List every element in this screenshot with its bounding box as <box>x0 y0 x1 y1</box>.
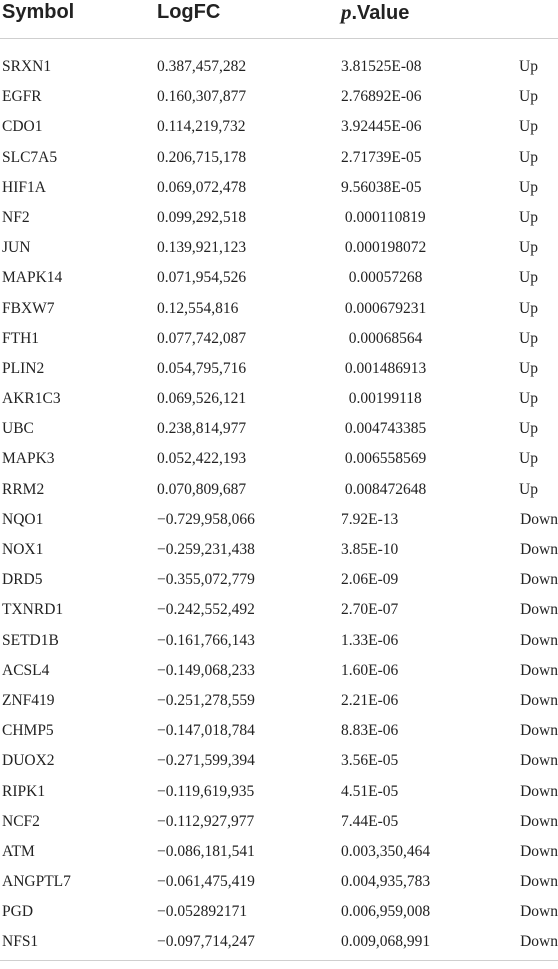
cell-direction: Up <box>519 420 538 438</box>
table-row <box>0 414 558 444</box>
cell-pvalue: 2.70E-07 <box>341 601 399 619</box>
cell-direction: Down <box>520 782 558 800</box>
header-pvalue <box>341 0 409 25</box>
cell-logfc: −0.729,958,066 <box>157 510 255 528</box>
cell-symbol: TXNRD1 <box>2 601 64 619</box>
cell-symbol: NOX1 <box>2 541 44 558</box>
table-row <box>0 505 558 535</box>
cell-logfc: −0.112,927,977 <box>157 812 255 830</box>
cell-logfc: 0.099,292,518 <box>157 208 247 226</box>
cell-symbol: AKR1C3 <box>2 390 61 408</box>
table-row <box>0 294 558 324</box>
cell-logfc: 0.070,809,687 <box>157 480 247 498</box>
cell-logfc: −0.149,068,233 <box>157 661 255 679</box>
cell-direction: Up <box>519 269 538 287</box>
cell-pvalue: 7.44E-05 <box>341 812 399 830</box>
cell-logfc: 0.071,954,526 <box>157 269 247 287</box>
cell-symbol: NF2 <box>2 208 30 226</box>
cell-symbol: FBXW7 <box>2 299 55 317</box>
cell-logfc: 0.114,219,732 <box>157 118 246 136</box>
cell-pvalue: 0.00057268 <box>341 269 423 287</box>
table-row <box>0 535 558 565</box>
cell-direction: Up <box>519 239 538 257</box>
table-row <box>0 837 558 867</box>
cell-symbol: NQO1 <box>2 510 44 528</box>
cell-logfc: 0.077,742,087 <box>157 329 247 347</box>
cell-logfc: −0.097,714,247 <box>157 933 255 951</box>
cell-logfc: −0.061,475,419 <box>157 873 255 891</box>
table-row <box>0 52 558 82</box>
cell-direction: Down <box>520 661 558 679</box>
cell-symbol: RRM2 <box>2 480 45 498</box>
cell-direction: Up <box>519 178 538 196</box>
cell-logfc: −0.259,231,438 <box>157 541 255 558</box>
cell-pvalue: 0.009,068,991 <box>341 933 431 951</box>
cell-direction: Down <box>520 873 558 891</box>
cell-direction: Up <box>519 299 538 317</box>
bottom-rule <box>0 960 558 961</box>
table-row <box>0 263 558 293</box>
cell-symbol: MAPK14 <box>2 269 63 287</box>
table-row <box>0 143 558 173</box>
cell-logfc: −0.271,599,394 <box>157 752 255 770</box>
cell-logfc: −0.355,072,779 <box>157 571 255 589</box>
header-pvalue-rest: .Value <box>351 2 410 24</box>
cell-symbol: CHMP5 <box>2 722 54 740</box>
cell-pvalue: 1.60E-06 <box>341 661 399 679</box>
cell-pvalue: 0.006558569 <box>341 450 427 468</box>
table-row <box>0 82 558 112</box>
cell-direction: Up <box>519 390 538 408</box>
table-row <box>0 897 558 927</box>
cell-direction: Down <box>520 752 558 770</box>
cell-pvalue: 2.71739E-05 <box>341 148 422 166</box>
cell-logfc: 0.069,526,121 <box>157 390 247 408</box>
cell-logfc: 0.12,554,816 <box>157 299 239 317</box>
cell-logfc: −0.251,278,559 <box>157 691 255 709</box>
table-header <box>0 0 558 39</box>
header-logfc: LogFC <box>157 1 221 23</box>
cell-symbol: DUOX2 <box>2 752 55 770</box>
cell-pvalue: 0.00199118 <box>341 390 422 408</box>
cell-pvalue: 0.004,935,783 <box>341 873 431 891</box>
table-row <box>0 927 558 957</box>
table-row <box>0 686 558 716</box>
cell-symbol: NFS1 <box>2 933 39 951</box>
cell-logfc: 0.238,814,977 <box>157 420 247 438</box>
cell-logfc: 0.160,307,877 <box>157 88 247 106</box>
cell-logfc: 0.206,715,178 <box>157 148 247 166</box>
cell-direction: Up <box>519 88 538 106</box>
cell-symbol: ACSL4 <box>2 661 50 679</box>
cell-direction: Up <box>519 208 538 226</box>
table-row <box>0 475 558 505</box>
table-row <box>0 595 558 625</box>
cell-direction: Down <box>520 933 558 951</box>
cell-direction: Up <box>519 480 538 498</box>
cell-logfc: 0.054,795,716 <box>157 359 247 377</box>
cell-symbol: HIF1A <box>2 178 46 196</box>
cell-symbol: RIPK1 <box>2 782 46 800</box>
cell-direction: Up <box>519 450 538 468</box>
cell-direction: Down <box>520 903 558 921</box>
table-row <box>0 656 558 686</box>
cell-logfc: 0.069,072,478 <box>157 178 247 196</box>
cell-symbol: ZNF419 <box>2 691 55 709</box>
cell-logfc: 0.387,457,282 <box>157 58 247 75</box>
cell-direction: Down <box>520 691 558 709</box>
cell-pvalue: 8.83E-06 <box>341 722 399 740</box>
cell-symbol: SLC7A5 <box>2 148 58 166</box>
cell-pvalue: 2.76892E-06 <box>341 88 422 106</box>
cell-symbol: DRD5 <box>2 571 43 589</box>
cell-symbol: JUN <box>2 239 31 257</box>
table-row <box>0 807 558 837</box>
cell-logfc: −0.242,552,492 <box>157 601 255 619</box>
cell-pvalue: 7.92E-13 <box>341 510 399 528</box>
cell-direction: Down <box>520 812 558 830</box>
cell-direction: Up <box>519 118 538 136</box>
cell-pvalue: 9.56038E-05 <box>341 178 422 196</box>
table-row <box>0 173 558 203</box>
cell-pvalue: 3.92445E-06 <box>341 118 422 136</box>
cell-pvalue: 4.51E-05 <box>341 782 399 800</box>
table-row <box>0 565 558 595</box>
table-row <box>0 716 558 746</box>
table-row <box>0 867 558 897</box>
cell-logfc: −0.147,018,784 <box>157 722 255 740</box>
cell-symbol: PGD <box>2 903 34 921</box>
table-row <box>0 203 558 233</box>
cell-symbol: ATM <box>2 842 35 860</box>
cell-direction: Up <box>519 58 538 75</box>
cell-pvalue: 3.85E-10 <box>341 541 399 558</box>
table-row <box>0 626 558 656</box>
cell-symbol: ANGPTL7 <box>2 873 71 891</box>
cell-pvalue: 0.004743385 <box>341 420 427 438</box>
table-row <box>0 444 558 474</box>
cell-direction: Up <box>519 329 538 347</box>
cell-direction: Up <box>519 359 538 377</box>
cell-symbol: FTH1 <box>2 329 40 347</box>
table-row <box>0 354 558 384</box>
table-row <box>0 384 558 414</box>
cell-symbol: NCF2 <box>2 812 40 830</box>
cell-pvalue: 3.56E-05 <box>341 752 399 770</box>
cell-symbol: UBC <box>2 420 34 438</box>
cell-logfc: −0.086,181,541 <box>157 842 255 860</box>
cell-symbol: SRXN1 <box>2 58 52 75</box>
table-row <box>0 112 558 142</box>
cell-pvalue: 2.21E-06 <box>341 691 399 709</box>
cell-direction: Down <box>520 842 558 860</box>
cell-pvalue: 2.06E-09 <box>341 571 399 589</box>
cell-pvalue: 0.000110819 <box>341 208 426 226</box>
cell-logfc: −0.161,766,143 <box>157 631 255 649</box>
cell-direction: Up <box>519 148 538 166</box>
cell-direction: Down <box>520 722 558 740</box>
cell-pvalue: 0.003,350,464 <box>341 842 431 860</box>
cell-pvalue: 0.000679231 <box>341 299 427 317</box>
table-row <box>0 324 558 354</box>
cell-direction: Down <box>520 510 558 528</box>
cell-pvalue: 1.33E-06 <box>341 631 399 649</box>
cell-direction: Down <box>520 571 558 589</box>
cell-pvalue: 0.00068564 <box>341 329 423 347</box>
cell-pvalue: 0.001486913 <box>341 359 427 377</box>
cell-logfc: 0.139,921,123 <box>157 239 247 257</box>
cell-direction: Down <box>520 541 558 558</box>
cell-logfc: −0.052892171 <box>157 903 248 921</box>
cell-pvalue: 0.006,959,008 <box>341 903 431 921</box>
table-row <box>0 746 558 776</box>
cell-symbol: PLIN2 <box>2 359 45 377</box>
cell-symbol: MAPK3 <box>2 450 55 468</box>
cell-symbol: CDO1 <box>2 118 43 136</box>
cell-logfc: −0.119,619,935 <box>157 782 255 800</box>
header-symbol: Symbol <box>2 1 75 23</box>
header-pvalue-italic: p <box>341 0 352 24</box>
table-row <box>0 233 558 263</box>
table-row <box>0 777 558 807</box>
cell-direction: Down <box>520 601 558 619</box>
cell-pvalue: 3.81525E-08 <box>341 58 422 75</box>
cell-pvalue: 0.000198072 <box>341 239 427 257</box>
cell-direction: Down <box>520 631 558 649</box>
cell-pvalue: 0.008472648 <box>341 480 427 498</box>
cell-symbol: EGFR <box>2 88 42 106</box>
cell-symbol: SETD1B <box>2 631 59 649</box>
table-body <box>0 52 558 958</box>
cell-logfc: 0.052,422,193 <box>157 450 247 468</box>
